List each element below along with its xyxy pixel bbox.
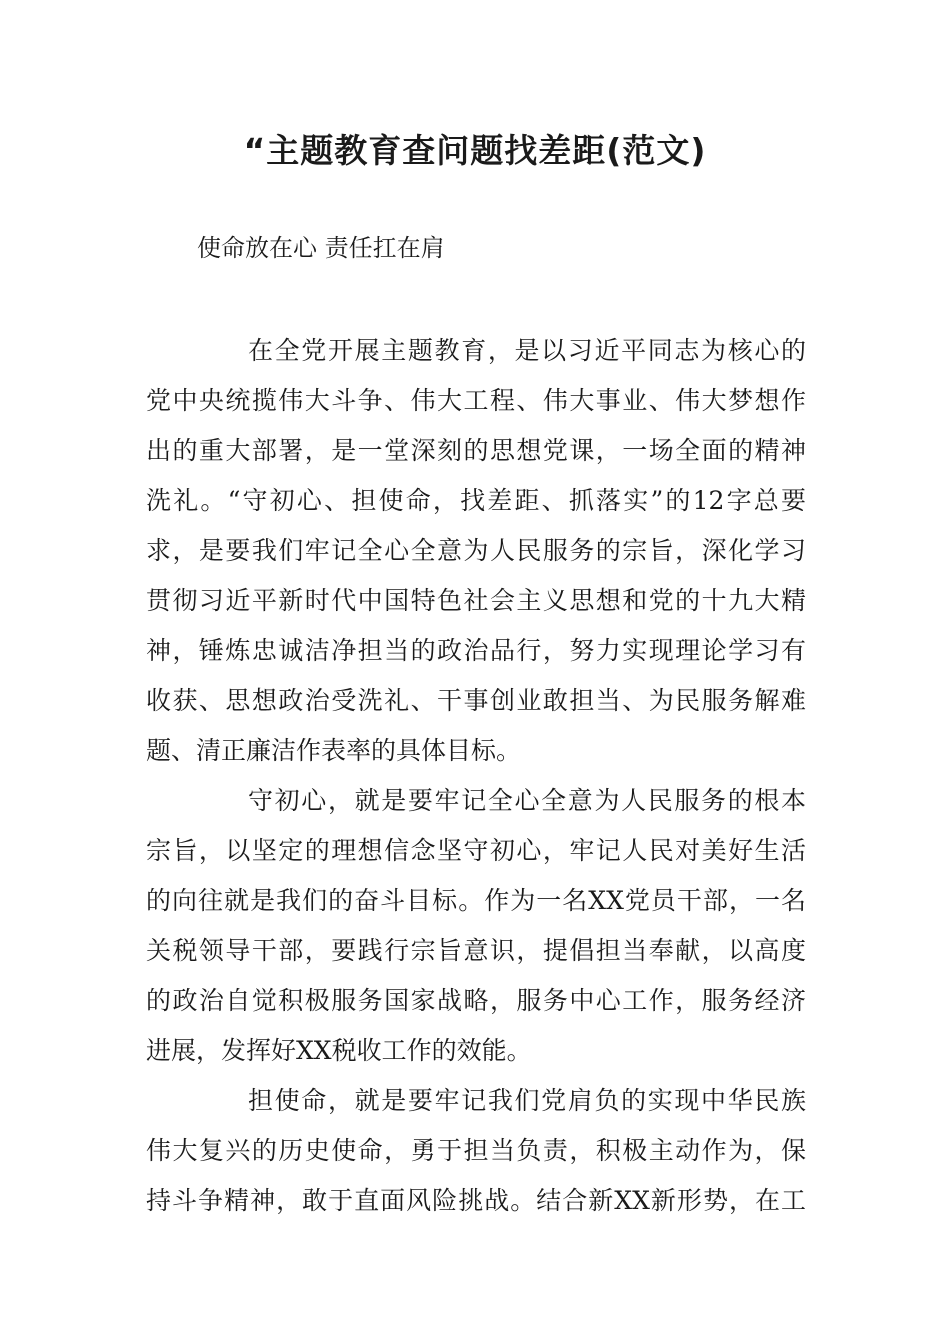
paragraph-line: 守初心，就是要牢记全心全意为人民服务的根本 [248, 786, 806, 815]
paragraph-line: 党中央统揽伟大斗争、伟大工程、伟大事业、伟大梦想作 [146, 386, 806, 415]
document-title: “主题教育查问题找差距(范文) [243, 131, 707, 170]
paragraph-line: 持斗争精神，敢于直面风险挑战。结合新XX新形势，在工 [146, 1186, 806, 1215]
paragraph-2 [146, 776, 806, 1076]
paragraph-line: 关税领导干部，要践行宗旨意识，提倡担当奉献，以高度 [146, 936, 806, 965]
paragraph-line: 洗礼。“守初心、担使命，找差距、抓落实”的12字总要 [146, 486, 807, 515]
paragraph-3 [146, 1076, 806, 1226]
paragraph-line: 担使命，就是要牢记我们党肩负的实现中华民族 [248, 1086, 806, 1115]
paragraph-1 [146, 326, 806, 776]
paragraph-line: 贯彻习近平新时代中国特色社会主义思想和党的十九大精 [146, 586, 806, 615]
document-body [146, 326, 806, 1226]
paragraph-line: 宗旨，以坚定的理想信念坚守初心，牢记人民对美好生活 [146, 836, 806, 865]
paragraph-line: 的向往就是我们的奋斗目标。作为一名XX党员干部，一名 [146, 886, 806, 915]
paragraph-line: 在全党开展主题教育，是以习近平同志为核心的 [248, 336, 806, 365]
paragraph-line: 的政治自觉积极服务国家战略，服务中心工作，服务经济 [146, 986, 806, 1015]
paragraph-line: 出的重大部署，是一堂深刻的思想党课，一场全面的精神 [146, 436, 806, 465]
paragraph-line: 进展，发挥好XX税收工作的效能。 [146, 1036, 532, 1065]
paragraph-line: 收获、思想政治受洗礼、干事创业敢担当、为民服务解难 [146, 686, 806, 715]
paragraph-line: 求，是要我们牢记全心全意为人民服务的宗旨，深化学习 [146, 536, 806, 565]
document-subtitle: 使命放在心 责任扛在肩 [197, 234, 445, 262]
paragraph-line: 神，锤炼忠诚洁净担当的政治品行，努力实现理论学习有 [146, 636, 806, 665]
paragraph-line: 伟大复兴的历史使命，勇于担当负责，积极主动作为，保 [146, 1136, 806, 1165]
paragraph-line: 题、清正廉洁作表率的具体目标。 [146, 736, 522, 765]
